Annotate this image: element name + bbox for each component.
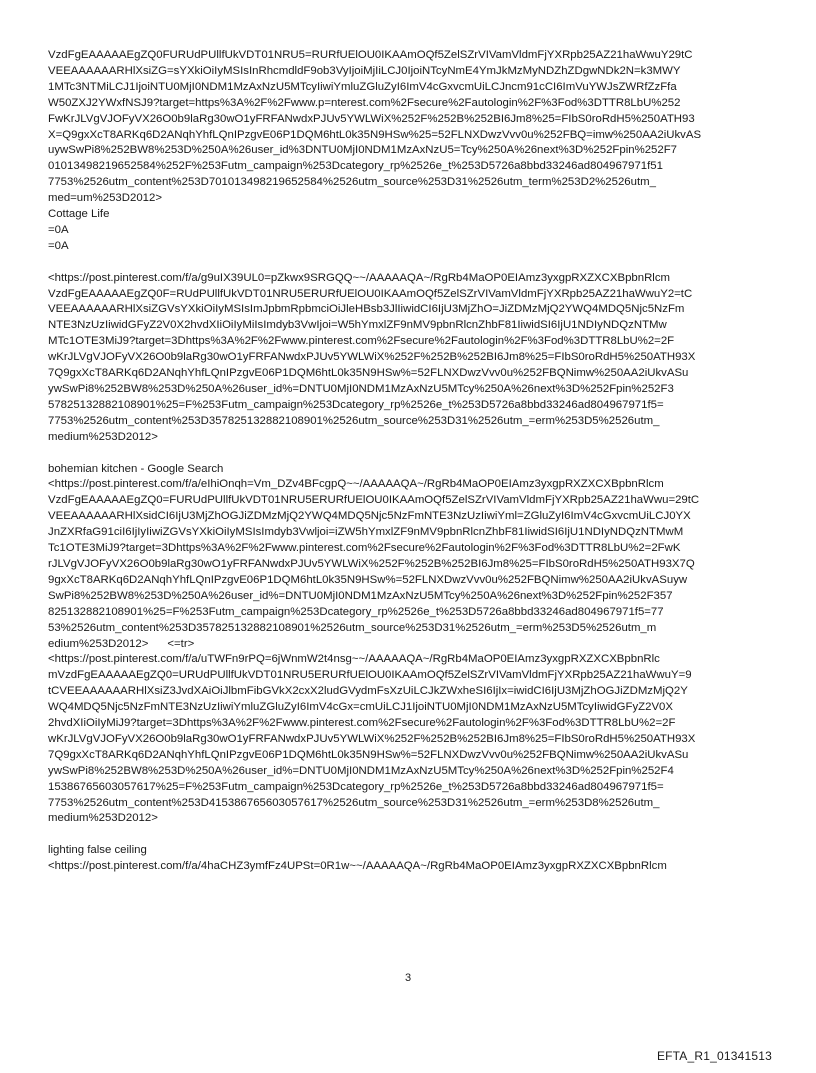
text-line: Tc1OTE3MiJ9?target=3Dhttps%3A%2F%2Fwww.pinterest.com%2Fsecure%2Fautologin%2F%3Fod%3DTTR8LbU%2=2FwK: [48, 542, 681, 555]
text-line: medium%253D2012>: [48, 430, 158, 443]
text-line: FwKrJLVgVJOFyVX26O0b9laRg30wO1yFRFANwdxPJUv5YWLWiX%252F%252B%252BI6Jm8%25=FIbS0roRdH5%250ATH93: [48, 112, 695, 125]
text-line: =0A: [48, 223, 69, 236]
text-line: JnZXRfaG91ciI6IjIyIiwiZGVsYXkiOiIyMSIsImdyb3Vwljoi=iZW5hYmxlZF9nMV9pbnRlcnZhbF81IiwidSI6IjU1NDIyNDQzNTMwM: [48, 526, 684, 539]
text-line: WQ4MDQ5Njc5NzFmNTE3NzUzIiwiYmluZGluZyI6ImV4cGx=cmUiLCJ1IjoiNTU0MjI0NDM1MzAxNzU5MTcyIiwidGFyZ2V0X: [48, 701, 673, 714]
document-body: [48, 48, 770, 875]
text-line: W50ZXJ2YWxfNSJ9?target=https%3A%2F%2Fwww.p=nterest.com%2Fsecure%2Fautologin%2F%3Fod%3DTTR8LbU%252: [48, 96, 681, 109]
text-line: lighting false ceiling: [48, 844, 147, 857]
text-line: SwPi8%252BW8%253D%250A%26user_id%=DNTU0MjI0NDM1MzAxNzU5MTcy%250A%26next%3D%252Fpin%252F357: [48, 589, 673, 602]
text-line: 15386765603057617%25=F%253Futm_campaign%253Dcategory_rp%2526e_t%253D5726a8bbd33246ad804967971f5=: [48, 780, 664, 793]
text-line: 7Q9gxXcT8ARKq6D2ANqhYhfLQnIPzgvE06P1DQM6htL0k35N9HSw%=52FLNXDwzVvv0u%252FBQNimw%250AA2iUkvASu: [48, 748, 689, 761]
text-line: <https://post.pinterest.com/f/a/4haCHZ3ymfFz4UPSt=0R1w~~/AAAAAQA~/RgRb4MaOP0EIAmz3yxgpRXZXCXBpbnRlcm: [48, 860, 667, 873]
bates-number: EFTA_R1_01341513: [656, 1049, 772, 1063]
text-line: rJLVgVJOFyVX26O0b9laRg30wO1yFRFANwdxPJUv5YWLWiX%252F%252B%252BI6Jm8%25=FIbS0roRdH5%250ATH93X7Q: [48, 557, 695, 570]
text-line: 825132882108901%25=F%253Futm_campaign%253Dcategory_rp%2526e_t%253D5726a8bbd33246ad804967971f5=77: [48, 605, 664, 618]
text-line: 9gxXcT8ARKq6D2ANqhYhfLQnIPzgvE06P1DQM6htL0k35N9HSw%=52FLNXDwzVvv0u%252FBQNimw%250AA2iUkvASuyw: [48, 573, 688, 586]
text-block-3: [48, 462, 770, 828]
text-line: VEEAAAAAARHlXsiZGVsYXkiOiIyMSIsImJpbmRpbmciOiJleHBsb3JlIiwidCI6IjU3MjZhO=JiZDMzMjQ2YWQ4MDQ5Njc5NzFm: [48, 303, 685, 316]
text-line: med=um%253D2012>: [48, 192, 162, 205]
text-line: tCVEEAAAAAARHlXsiZ3JvdXAiOiJlbmFibGVkX2cxX2ludGVydmFsXzUiLCJkZWxheSI6IjIx=iwidCI6IjU3MjZhOGJiZDMzMjQ2Y: [48, 685, 688, 698]
text-line: X=Q9gxXcT8ARKq6D2ANqhYhfLQnIPzgvE06P1DQM6htL0k35N9HSw%25=52FLNXDwzVvv0u%252FBQ=imw%250AA2iUkvAS: [48, 128, 702, 141]
text-line: 7753%2526utm_content%253D415386765603057617%2526utm_source%253D31%2526utm_=erm%253D8%2526utm_: [48, 796, 660, 809]
text-line: VzdFgEAAAAAEgZQ0=FURUdPUllfUkVDT01NRU5ERURfUElOU0IKAAmOQf5ZelSZrVIVamVldmFjYXRpb25AZ21haWwu=29tC: [48, 494, 700, 507]
text-line: VzdFgEAAAAAEgZQ0F=RUdPUllfUkVDT01NRU5ERURfUElOU0IKAAmOQf5ZelSZrVIVamVldmFjYXRpb25AZ21haWwuY2=tC: [48, 287, 693, 300]
text-line: ywSwPi8%252BW8%253D%250A%26user_id%=DNTU0MjI0NDM1MzAxNzU5MTcy%250A%26next%3D%252Fpin%252F3: [48, 383, 674, 396]
text-line: 7753%2526utm_content%253D701013498219652584%2526utm_source%253D31%2526utm_term%253D2%2526utm_: [48, 176, 656, 189]
text-line: VEEAAAAAARHlXsidCI6IjU3MjZhOGJiZDMzMjQ2YWQ4MDQ5Njc5NzFmNTE3NzUzIiwiYml=ZGluZyI6ImV4cGxvcmUiLCJ0YX: [48, 510, 691, 523]
text-line: 57825132882108901%25=F%253Futm_campaign%253Dcategory_rp%2526e_t%253D5726a8bbd33246ad804967971f5=: [48, 398, 664, 411]
text-line: =0A: [48, 239, 69, 252]
text-line: edium%253D2012> <=tr>: [48, 637, 195, 650]
text-block-2: [48, 271, 770, 446]
text-line: VEEAAAAAARHlXsiZG=sYXkiOiIyMSIsInRhcmdldF9ob3VyIjoiMjIiLCJ0IjoiNTcyNmE4YmJkMzMyNDZhZDgwNDk2N=k3MWY: [48, 64, 681, 77]
text-line: 2hvdXIiOiIyMiJ9?target=3Dhttps%3A%2F%2Fwww.pinterest.com%2Fsecure%2Fautologin%2F%3Fod%3DTTR8LbU%2=2F: [48, 717, 676, 730]
text-line: mVzdFgEAAAAAEgZQ0=URUdPUllfUkVDT01NRU5ERURfUElOU0IKAAmOQf5ZelSZrVIVamVldmFjYXRpb25AZ21haWwuY=9: [48, 669, 692, 682]
text-line: uywSwPi8%252BW8%253D%250A%26user_id%3DNTU0MjI0NDM1MzAxNzU5=Tcy%250A%26next%3D%252Fpin%252F7: [48, 144, 677, 157]
text-line: VzdFgEAAAAAEgZQ0FURUdPUllfUkVDT01NRU5=RURfUElOU0IKAAmOQf5ZelSZrVIVamVldmFjYXRpb25AZ21haWwuY29tC: [48, 49, 693, 61]
text-line: <https://post.pinterest.com/f/a/eIhiOnqh=Vm_DZv4BFcgpQ~~/AAAAAQA~/RgRb4MaOP0EIAmz3yxgpRXZXCXBpbnRlcm: [48, 478, 664, 491]
text-line: medium%253D2012>: [48, 812, 158, 825]
text-line: <https://post.pinterest.com/f/a/g9uIX39UL0=pZkwx9SRGQQ~~/AAAAAQA~/RgRb4MaOP0EIAmz3yxgpRXZXCXBpbnRlcm: [48, 271, 671, 284]
text-line: 7Q9gxXcT8ARKq6D2ANqhYhfLQnIPzgvE06P1DQM6htL0k35N9HSw%=52FLNXDwzVvv0u%252FBQNimw%250AA2iUkvASu: [48, 367, 689, 380]
paragraph-gap: [48, 446, 770, 462]
text-line: 1MTc3NTMiLCJ1IjoiNTU0MjI0NDM1MzAxNzU5MTcyIiwiYmluZGluZyI6ImV4cGxvcmUiLCJncm91cCI6ImVuYWJsZWRfZzFfa: [48, 80, 677, 93]
text-line: 01013498219652584%252F%253Futm_campaign%253Dcategory_rp%2526e_t%253D5726a8bbd33246ad804967971f51: [48, 160, 663, 173]
paragraph-gap: [48, 255, 770, 271]
page-number: 3: [404, 972, 412, 984]
text-line: wKrJLVgVJOFyVX26O0b9laRg30wO1yFRFANwdxPJUv5YWLWiX%252F%252B%252BI6Jm8%25=FIbS0roRdH5%250ATH93X: [48, 732, 696, 745]
text-line: wKrJLVgVJOFyVX26O0b9laRg30wO1yFRFANwdxPJUv5YWLWiX%252F%252B%252BI6Jm8%25=FIbS0roRdH5%250ATH93X: [48, 351, 696, 364]
text-line: Cottage Life: [48, 208, 110, 221]
text-line: ywSwPi8%252BW8%253D%250A%26user_id%=DNTU0MjI0NDM1MzAxNzU5MTcy%250A%26next%3D%252Fpin%252F4: [48, 764, 674, 777]
text-line: bohemian kitchen - Google Search: [48, 462, 224, 475]
text-line: <https://post.pinterest.com/f/a/uTWFn9rPQ=6jWnmW2t4nsg~~/AAAAAQA~/RgRb4MaOP0EIAmz3yxgpRXZXCXBpbnRlc: [48, 653, 660, 666]
text-line: NTE3NzUzIiwidGFyZ2V0X2hvdXIiOiIyMiIsImdyb3VwIjoi=W5hYmxlZF9nMV9pbnRlcnZhbF81IiwidSI6IjU1NDIyNDQzNTMw: [48, 319, 667, 332]
text-block-1: [48, 48, 770, 255]
paragraph-gap: [48, 827, 770, 843]
text-block-4: [48, 843, 770, 875]
text-line: 7753%2526utm_content%253D357825132882108901%2526utm_source%253D31%2526utm_=erm%253D5%2526utm_: [48, 414, 660, 427]
text-line: 53%2526utm_content%253D357825132882108901%2526utm_source%253D31%2526utm_=erm%253D5%2526utm_m: [48, 621, 657, 634]
text-line: MTc1OTE3MiJ9?target=3Dhttps%3A%2F%2Fwww.pinterest.com%2Fsecure%2Fautologin%2F%3Fod%3DTTR8LbU%2=2F: [48, 335, 675, 348]
